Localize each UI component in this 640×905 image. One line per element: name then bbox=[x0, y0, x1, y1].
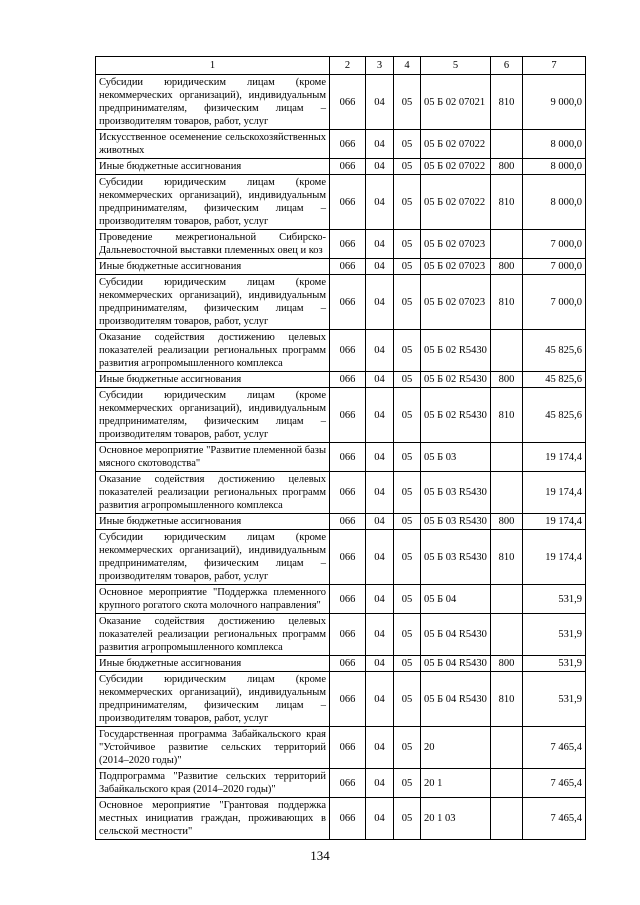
cell-amount: 19 174,4 bbox=[523, 514, 586, 530]
cell-amount: 8 000,0 bbox=[523, 130, 586, 159]
cell-subsection-code: 05 bbox=[394, 472, 421, 514]
cell-agency-code: 066 bbox=[330, 798, 366, 840]
cell-subsection-code: 05 bbox=[394, 372, 421, 388]
cell-agency-code: 066 bbox=[330, 614, 366, 656]
cell-amount: 531,9 bbox=[523, 614, 586, 656]
cell-agency-code: 066 bbox=[330, 230, 366, 259]
cell-target-article-code: 20 bbox=[421, 727, 491, 769]
cell-subsection-code: 05 bbox=[394, 514, 421, 530]
column-header: 3 bbox=[366, 57, 394, 75]
cell-target-article-code: 05 Б 02 R5430 bbox=[421, 330, 491, 372]
cell-amount: 19 174,4 bbox=[523, 472, 586, 514]
cell-expense-type-code: 800 bbox=[491, 656, 523, 672]
cell-amount: 7 000,0 bbox=[523, 230, 586, 259]
cell-description: Субсидии юридическим лицам (кроме некоммерческих организаций), индивидуальным предпринимателям, физическим лицам – производителям товаров, работ, услуг bbox=[96, 75, 330, 130]
cell-target-article-code: 05 Б 02 07023 bbox=[421, 275, 491, 330]
cell-agency-code: 066 bbox=[330, 388, 366, 443]
table-row bbox=[96, 275, 586, 330]
cell-expense-type-code bbox=[491, 727, 523, 769]
cell-section-code: 04 bbox=[366, 514, 394, 530]
cell-amount: 7 000,0 bbox=[523, 259, 586, 275]
cell-description: Субсидии юридическим лицам (кроме некоммерческих организаций), индивидуальным предпринимателям, физическим лицам – производителям товаров, работ, услуг bbox=[96, 275, 330, 330]
table-row bbox=[96, 159, 586, 175]
table-row bbox=[96, 672, 586, 727]
cell-description: Иные бюджетные ассигнования bbox=[96, 656, 330, 672]
cell-section-code: 04 bbox=[366, 75, 394, 130]
cell-section-code: 04 bbox=[366, 656, 394, 672]
cell-expense-type-code: 810 bbox=[491, 275, 523, 330]
cell-subsection-code: 05 bbox=[394, 672, 421, 727]
cell-expense-type-code bbox=[491, 614, 523, 656]
cell-target-article-code: 05 Б 03 R5430 bbox=[421, 472, 491, 514]
cell-description: Субсидии юридическим лицам (кроме некоммерческих организаций), индивидуальным предпринимателям, физическим лицам – производителям товаров, работ, услуг bbox=[96, 388, 330, 443]
cell-section-code: 04 bbox=[366, 159, 394, 175]
cell-agency-code: 066 bbox=[330, 472, 366, 514]
table-row bbox=[96, 230, 586, 259]
cell-description: Подпрограмма "Развитие сельских территорий Забайкальского края (2014–2020 годы)" bbox=[96, 769, 330, 798]
cell-amount: 19 174,4 bbox=[523, 443, 586, 472]
cell-section-code: 04 bbox=[366, 672, 394, 727]
cell-description: Оказание содействия достижению целевых показателей реализации региональных программ развития агропромышленного комплекса bbox=[96, 330, 330, 372]
cell-subsection-code: 05 bbox=[394, 530, 421, 585]
cell-target-article-code: 05 Б 04 bbox=[421, 585, 491, 614]
cell-target-article-code: 20 1 03 bbox=[421, 798, 491, 840]
cell-subsection-code: 05 bbox=[394, 259, 421, 275]
cell-target-article-code: 05 Б 04 R5430 bbox=[421, 614, 491, 656]
table-row bbox=[96, 175, 586, 230]
cell-section-code: 04 bbox=[366, 230, 394, 259]
table-row bbox=[96, 472, 586, 514]
cell-description: Искусственное осеменение сельскохозяйственных животных bbox=[96, 130, 330, 159]
cell-subsection-code: 05 bbox=[394, 159, 421, 175]
cell-amount: 8 000,0 bbox=[523, 159, 586, 175]
cell-target-article-code: 05 Б 03 bbox=[421, 443, 491, 472]
cell-agency-code: 066 bbox=[330, 130, 366, 159]
cell-amount: 45 825,6 bbox=[523, 372, 586, 388]
cell-description: Основное мероприятие "Грантовая поддержка местных инициатив граждан, проживающих в сельской местности" bbox=[96, 798, 330, 840]
cell-subsection-code: 05 bbox=[394, 130, 421, 159]
cell-amount: 531,9 bbox=[523, 585, 586, 614]
cell-expense-type-code: 800 bbox=[491, 514, 523, 530]
cell-expense-type-code bbox=[491, 230, 523, 259]
cell-section-code: 04 bbox=[366, 530, 394, 585]
cell-expense-type-code bbox=[491, 330, 523, 372]
table-row bbox=[96, 530, 586, 585]
cell-section-code: 04 bbox=[366, 130, 394, 159]
cell-expense-type-code: 800 bbox=[491, 159, 523, 175]
cell-expense-type-code: 810 bbox=[491, 388, 523, 443]
cell-agency-code: 066 bbox=[330, 159, 366, 175]
cell-subsection-code: 05 bbox=[394, 769, 421, 798]
column-header: 4 bbox=[394, 57, 421, 75]
cell-description: Субсидии юридическим лицам (кроме некоммерческих организаций), индивидуальным предпринимателям, физическим лицам – производителям товаров, работ, услуг bbox=[96, 672, 330, 727]
table-row bbox=[96, 585, 586, 614]
cell-section-code: 04 bbox=[366, 798, 394, 840]
cell-agency-code: 066 bbox=[330, 259, 366, 275]
cell-expense-type-code: 800 bbox=[491, 372, 523, 388]
table-row bbox=[96, 130, 586, 159]
cell-expense-type-code bbox=[491, 443, 523, 472]
cell-expense-type-code: 810 bbox=[491, 672, 523, 727]
cell-agency-code: 066 bbox=[330, 672, 366, 727]
cell-target-article-code: 05 Б 02 07022 bbox=[421, 130, 491, 159]
cell-description: Проведение межрегиональной Сибирско-Дальневосточной выставки племенных овец и коз bbox=[96, 230, 330, 259]
cell-amount: 7 465,4 bbox=[523, 769, 586, 798]
cell-section-code: 04 bbox=[366, 275, 394, 330]
cell-amount: 531,9 bbox=[523, 656, 586, 672]
cell-agency-code: 066 bbox=[330, 656, 366, 672]
cell-agency-code: 066 bbox=[330, 75, 366, 130]
cell-subsection-code: 05 bbox=[394, 614, 421, 656]
cell-target-article-code: 05 Б 02 07023 bbox=[421, 259, 491, 275]
cell-subsection-code: 05 bbox=[394, 798, 421, 840]
cell-section-code: 04 bbox=[366, 769, 394, 798]
cell-description: Субсидии юридическим лицам (кроме некоммерческих организаций), индивидуальным предпринимателям, физическим лицам – производителям товаров, работ, услуг bbox=[96, 530, 330, 585]
cell-description: Основное мероприятие "Развитие племенной базы мясного скотоводства" bbox=[96, 443, 330, 472]
cell-section-code: 04 bbox=[366, 614, 394, 656]
cell-expense-type-code: 810 bbox=[491, 75, 523, 130]
table-body bbox=[96, 75, 586, 840]
cell-amount: 7 465,4 bbox=[523, 798, 586, 840]
cell-amount: 45 825,6 bbox=[523, 330, 586, 372]
cell-subsection-code: 05 bbox=[394, 275, 421, 330]
cell-description: Основное мероприятие "Поддержка племенного крупного рогатого скота молочного направления" bbox=[96, 585, 330, 614]
column-header: 6 bbox=[491, 57, 523, 75]
cell-amount: 19 174,4 bbox=[523, 530, 586, 585]
cell-amount: 8 000,0 bbox=[523, 175, 586, 230]
cell-description: Иные бюджетные ассигнования bbox=[96, 159, 330, 175]
cell-target-article-code: 05 Б 02 07021 bbox=[421, 75, 491, 130]
cell-agency-code: 066 bbox=[330, 175, 366, 230]
cell-section-code: 04 bbox=[366, 330, 394, 372]
column-header: 7 bbox=[523, 57, 586, 75]
cell-expense-type-code bbox=[491, 472, 523, 514]
cell-expense-type-code: 810 bbox=[491, 530, 523, 585]
cell-expense-type-code: 800 bbox=[491, 259, 523, 275]
cell-target-article-code: 20 1 bbox=[421, 769, 491, 798]
cell-subsection-code: 05 bbox=[394, 175, 421, 230]
cell-agency-code: 066 bbox=[330, 372, 366, 388]
column-header: 2 bbox=[330, 57, 366, 75]
cell-expense-type-code bbox=[491, 585, 523, 614]
cell-agency-code: 066 bbox=[330, 275, 366, 330]
cell-description: Иные бюджетные ассигнования bbox=[96, 259, 330, 275]
cell-expense-type-code: 810 bbox=[491, 175, 523, 230]
cell-subsection-code: 05 bbox=[394, 727, 421, 769]
cell-amount: 45 825,6 bbox=[523, 388, 586, 443]
cell-target-article-code: 05 Б 03 R5430 bbox=[421, 530, 491, 585]
cell-description: Субсидии юридическим лицам (кроме некоммерческих организаций), индивидуальным предпринимателям, физическим лицам – производителям товаров, работ, услуг bbox=[96, 175, 330, 230]
cell-expense-type-code bbox=[491, 130, 523, 159]
cell-subsection-code: 05 bbox=[394, 656, 421, 672]
table-row bbox=[96, 443, 586, 472]
table-row bbox=[96, 259, 586, 275]
cell-target-article-code: 05 Б 02 07022 bbox=[421, 159, 491, 175]
cell-section-code: 04 bbox=[366, 443, 394, 472]
cell-agency-code: 066 bbox=[330, 530, 366, 585]
table-row bbox=[96, 388, 586, 443]
cell-section-code: 04 bbox=[366, 388, 394, 443]
cell-description: Оказание содействия достижению целевых показателей реализации региональных программ развития агропромышленного комплекса bbox=[96, 614, 330, 656]
cell-section-code: 04 bbox=[366, 259, 394, 275]
table-row bbox=[96, 330, 586, 372]
cell-target-article-code: 05 Б 04 R5430 bbox=[421, 656, 491, 672]
cell-agency-code: 066 bbox=[330, 514, 366, 530]
cell-description: Оказание содействия достижению целевых показателей реализации региональных программ развития агропромышленного комплекса bbox=[96, 472, 330, 514]
cell-section-code: 04 bbox=[366, 585, 394, 614]
column-header: 1 bbox=[96, 57, 330, 75]
budget-table bbox=[95, 56, 586, 840]
cell-agency-code: 066 bbox=[330, 585, 366, 614]
cell-section-code: 04 bbox=[366, 727, 394, 769]
cell-amount: 9 000,0 bbox=[523, 75, 586, 130]
cell-subsection-code: 05 bbox=[394, 75, 421, 130]
cell-target-article-code: 05 Б 02 R5430 bbox=[421, 388, 491, 443]
cell-target-article-code: 05 Б 03 R5430 bbox=[421, 514, 491, 530]
table-row bbox=[96, 372, 586, 388]
table-row bbox=[96, 769, 586, 798]
cell-description: Государственная программа Забайкальского края "Устойчивое развитие сельских территорий (2014–2020 годы)" bbox=[96, 727, 330, 769]
table-row bbox=[96, 514, 586, 530]
cell-description: Иные бюджетные ассигнования bbox=[96, 514, 330, 530]
table-row bbox=[96, 798, 586, 840]
cell-target-article-code: 05 Б 04 R5430 bbox=[421, 672, 491, 727]
table-row bbox=[96, 656, 586, 672]
cell-subsection-code: 05 bbox=[394, 388, 421, 443]
cell-agency-code: 066 bbox=[330, 727, 366, 769]
cell-expense-type-code bbox=[491, 769, 523, 798]
cell-amount: 531,9 bbox=[523, 672, 586, 727]
cell-target-article-code: 05 Б 02 R5430 bbox=[421, 372, 491, 388]
cell-subsection-code: 05 bbox=[394, 330, 421, 372]
cell-subsection-code: 05 bbox=[394, 443, 421, 472]
cell-agency-code: 066 bbox=[330, 769, 366, 798]
cell-agency-code: 066 bbox=[330, 330, 366, 372]
page-number: 134 bbox=[310, 848, 330, 863]
cell-amount: 7 465,4 bbox=[523, 727, 586, 769]
cell-subsection-code: 05 bbox=[394, 585, 421, 614]
cell-section-code: 04 bbox=[366, 472, 394, 514]
cell-section-code: 04 bbox=[366, 175, 394, 230]
cell-amount: 7 000,0 bbox=[523, 275, 586, 330]
table-row bbox=[96, 614, 586, 656]
cell-section-code: 04 bbox=[366, 372, 394, 388]
table-row bbox=[96, 75, 586, 130]
table-header-row bbox=[96, 57, 586, 75]
cell-agency-code: 066 bbox=[330, 443, 366, 472]
column-header: 5 bbox=[421, 57, 491, 75]
cell-expense-type-code bbox=[491, 798, 523, 840]
cell-target-article-code: 05 Б 02 07022 bbox=[421, 175, 491, 230]
cell-description: Иные бюджетные ассигнования bbox=[96, 372, 330, 388]
table-row bbox=[96, 727, 586, 769]
cell-subsection-code: 05 bbox=[394, 230, 421, 259]
cell-target-article-code: 05 Б 02 07023 bbox=[421, 230, 491, 259]
